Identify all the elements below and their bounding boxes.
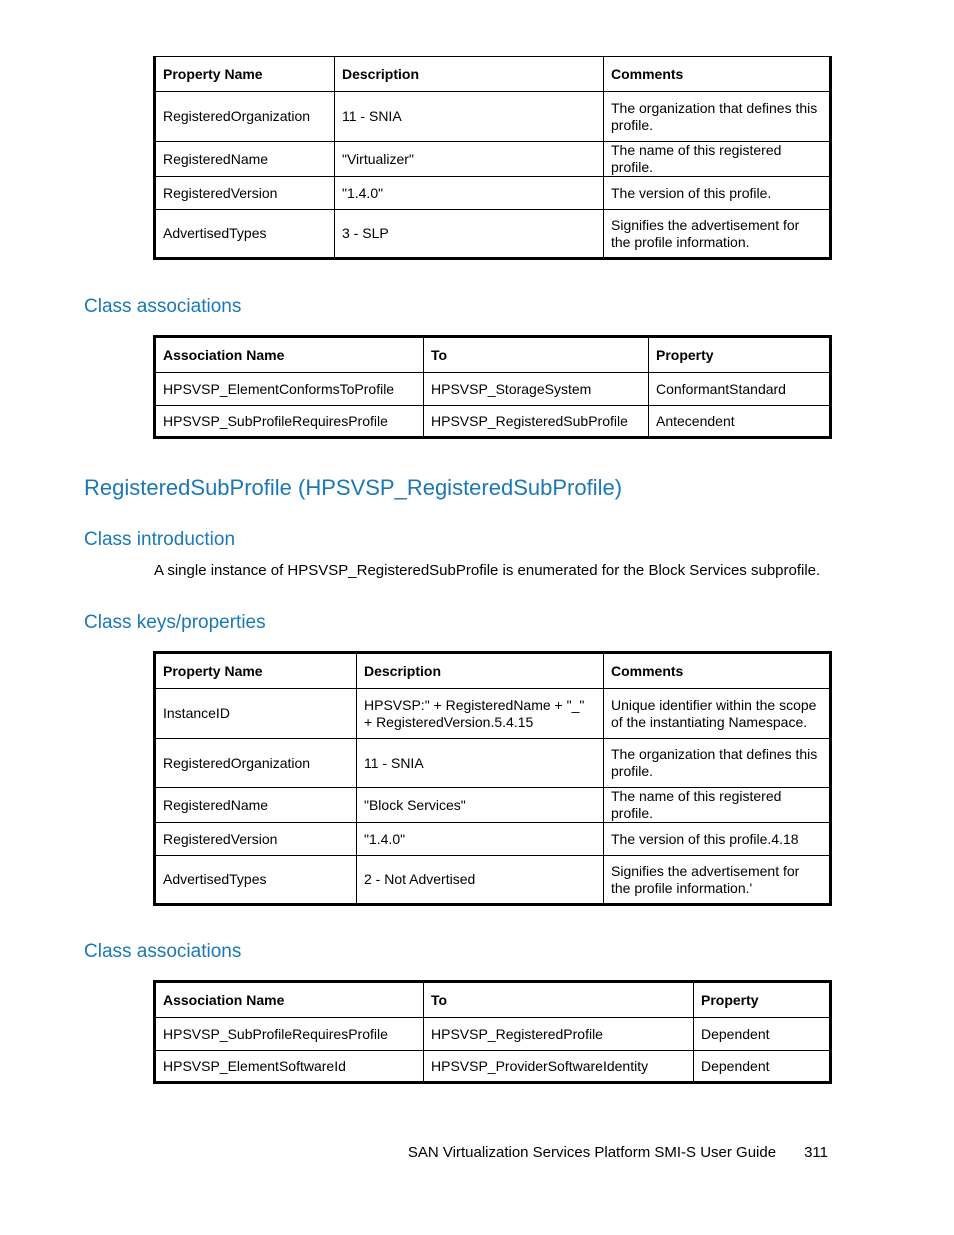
table-cell: HPSVSP_SubProfileRequiresProfile: [155, 1018, 424, 1051]
table-cell: The name of this registered profile.: [604, 142, 831, 177]
table-row: [155, 373, 831, 406]
table-header-row: [155, 653, 831, 689]
table-row: [155, 689, 831, 739]
column-header: Description: [357, 653, 604, 689]
subprofile-associations-table: [153, 980, 832, 1084]
table-cell: InstanceID: [155, 689, 357, 739]
page-number: 311: [804, 1144, 828, 1161]
table-cell: RegisteredVersion: [155, 823, 357, 856]
section-heading-class-associations-2: Class associations: [84, 941, 242, 962]
table-cell: ConformantStandard: [649, 373, 831, 406]
table-cell: RegisteredName: [155, 142, 335, 177]
section-heading-class-keys: Class keys/properties: [84, 612, 266, 633]
table-cell: HPSVSP_ElementSoftwareId: [155, 1051, 424, 1083]
table-cell: The version of this profile.4.18: [604, 823, 831, 856]
table-row: [155, 177, 831, 210]
column-header: Association Name: [155, 337, 424, 373]
table-cell: AdvertisedTypes: [155, 856, 357, 905]
table-cell: Signifies the advertisement for the profile information.: [604, 210, 831, 259]
column-header: Description: [335, 57, 604, 92]
table-cell: HPSVSP_RegisteredProfile: [424, 1018, 694, 1051]
table-row: [155, 142, 831, 177]
table-cell: "1.4.0": [335, 177, 604, 210]
table-cell: HPSVSP_ProviderSoftwareIdentity: [424, 1051, 694, 1083]
table-cell: RegisteredName: [155, 788, 357, 823]
intro-paragraph: A single instance of HPSVSP_RegisteredSubProfile is enumerated for the Block Services subprofile.: [154, 562, 821, 579]
table-cell: "Virtualizer": [335, 142, 604, 177]
column-header: To: [424, 982, 694, 1018]
table-cell: AdvertisedTypes: [155, 210, 335, 259]
column-header: Property: [649, 337, 831, 373]
table-cell: HPSVSP_ElementConformsToProfile: [155, 373, 424, 406]
table-cell: Dependent: [694, 1051, 831, 1083]
column-header: Association Name: [155, 982, 424, 1018]
table-header-row: [155, 57, 831, 92]
table-row: [155, 1051, 831, 1083]
table-header-row: [155, 337, 831, 373]
table-row: [155, 92, 831, 142]
table-cell: The version of this profile.: [604, 177, 831, 210]
column-header: Property Name: [155, 653, 357, 689]
table-row: [155, 823, 831, 856]
table-cell: Signifies the advertisement for the profile information.': [604, 856, 831, 905]
table-header-row: [155, 982, 831, 1018]
table-cell: HPSVSP_SubProfileRequiresProfile: [155, 406, 424, 438]
page-footer: [408, 1143, 828, 1163]
table-row: [155, 739, 831, 788]
class-associations-table: [153, 335, 832, 439]
footer-title: SAN Virtualization Services Platform SMI-S User Guide: [407, 1144, 777, 1161]
table-row: [155, 406, 831, 438]
table-row: [155, 856, 831, 905]
table-cell: The organization that defines this profile.: [604, 92, 831, 142]
table-cell: HPSVSP:" + RegisteredName + "_" + RegisteredVersion.5.4.15: [357, 689, 604, 739]
table-cell: RegisteredOrganization: [155, 739, 357, 788]
table-row: [155, 210, 831, 259]
table-cell: 3 - SLP: [335, 210, 604, 259]
table-cell: The name of this registered profile.: [604, 788, 831, 823]
table-cell: "1.4.0": [357, 823, 604, 856]
table-cell: 11 - SNIA: [357, 739, 604, 788]
table-cell: HPSVSP_RegisteredSubProfile: [424, 406, 649, 438]
registered-profile-properties-table: [153, 56, 832, 260]
table-cell: "Block Services": [357, 788, 604, 823]
table-cell: Antecendent: [649, 406, 831, 438]
table-cell: HPSVSP_StorageSystem: [424, 373, 649, 406]
section-heading-class-introduction: Class introduction: [84, 529, 236, 550]
column-header: To: [424, 337, 649, 373]
column-header: Comments: [604, 653, 831, 689]
table-cell: Unique identifier within the scope of the instantiating Namespace.: [604, 689, 831, 739]
column-header: Comments: [604, 57, 831, 92]
table-cell: Dependent: [694, 1018, 831, 1051]
table-cell: RegisteredVersion: [155, 177, 335, 210]
table-cell: 2 - Not Advertised: [357, 856, 604, 905]
table-cell: The organization that defines this profile.: [604, 739, 831, 788]
table-cell: 11 - SNIA: [335, 92, 604, 142]
class-keys-properties-table: [153, 651, 832, 906]
table-row: [155, 1018, 831, 1051]
column-header: Property: [694, 982, 831, 1018]
main-heading: RegisteredSubProfile (HPSVSP_RegisteredSubProfile): [84, 475, 623, 500]
table-cell: RegisteredOrganization: [155, 92, 335, 142]
column-header: Property Name: [155, 57, 335, 92]
table-row: [155, 788, 831, 823]
section-heading-class-associations: Class associations: [84, 296, 242, 317]
